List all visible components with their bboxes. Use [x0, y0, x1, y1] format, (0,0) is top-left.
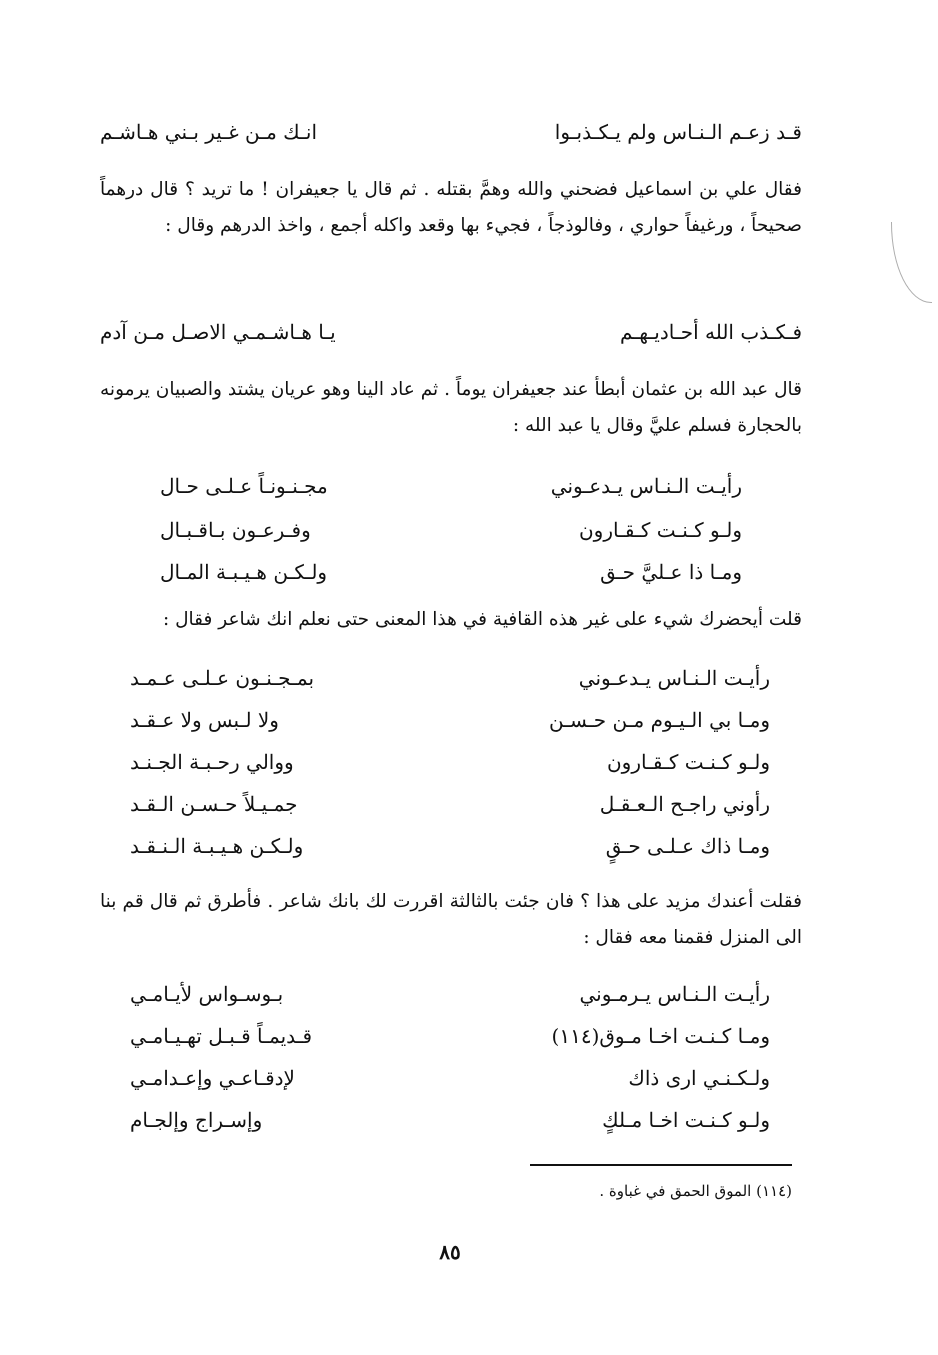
poem1-line-1: [160, 472, 742, 500]
verse-line-2: [100, 318, 802, 346]
footnote-rule: [530, 1164, 792, 1166]
verse-hemistich-first: ولـو كـنـت كـقـارون: [578, 518, 742, 542]
verse-hemistich-second: لإدقـاعـي وإعـدامـي: [130, 1066, 295, 1090]
poem1-line-2: [160, 516, 742, 544]
verse-hemistich-first: قـد زعـم الـنـاس ولم يـكـذبـوا: [554, 120, 802, 144]
verse-hemistich-first: رأوني راجـح الـعـقـل: [599, 792, 770, 816]
poem3-line-3: [130, 1064, 770, 1092]
verse-hemistich-first: رأيـت الـنـاس يـرمـوني: [579, 982, 770, 1006]
page-number: ٨٥: [439, 1240, 461, 1264]
verse-line-opening: [100, 118, 802, 146]
verse-hemistich-first: رأيـت الـنـاس يـدعـوني: [578, 666, 770, 690]
verse-hemistich-second: وفـرعـون بـاقـبـال: [160, 518, 311, 542]
verse-hemistich-second: جمـيـلاً حـسـن الـقـد: [130, 792, 298, 816]
footnote: (١١٤) الموق الحمق في غباوة .: [599, 1182, 792, 1200]
paragraph-1: فقال علي بن اسماعيل فضحني والله وهمَّ بقتله . ثم قال يا جعيفران ! ما تريد ؟ قال درهماً صحيحاً ، ورغيفاً حواري ، وفالوذجاً ، فجيء بها وقعد واكله أجمع ، واخذ الدرهم وقال :: [100, 179, 802, 236]
paragraph-3: قلت أيحضرك شيء على غير هذه القافية في هذا المعنى حتى نعلم انك شاعر فقال :: [162, 609, 802, 630]
verse-hemistich-second: ولـكـن هـيـبـة الـنـقـد: [130, 834, 304, 858]
poem2-line-2: [130, 706, 770, 734]
verse-hemistich-second: بمـجـنـون عـلـى عـمـد: [130, 666, 315, 690]
verse-hemistich-first: رأيـت الـنـاس يـدعـوني: [550, 474, 742, 498]
verse-hemistich-first: فـكـذب الله أحـاديـهـم: [620, 320, 802, 344]
verse-hemistich-second: ولا لـبس ولا عـقـد: [130, 708, 279, 732]
poem1-line-3: [160, 558, 742, 586]
poem2-line-4: [130, 790, 770, 818]
paragraph-4: فقلت أعندك مزيد على هذا ؟ فان جئت بالثالثة اقررت لك بانك شاعر . فأطرق ثم قال قم بنا الى المنزل فقمنا معه فقال :: [100, 891, 802, 948]
verse-hemistich-first: ومـا كـنـت اخـا مـوق(١١٤): [551, 1024, 770, 1048]
verse-hemistich-second: ووالي رحـبـة الجـنـد: [130, 750, 294, 774]
verse-hemistich-second: وإسـراج وإلجـام: [130, 1108, 263, 1132]
poem3-line-2: [130, 1022, 770, 1050]
verse-hemistich-second: مجـنـونـاً عـلـى حـال: [160, 474, 328, 498]
poem2-line-5: [130, 832, 770, 860]
verse-hemistich-first: ومـا ذاك عـلـى حـقٍ: [605, 834, 770, 858]
verse-hemistich-first: ومـا بي الـيـوم مـن حـسـن: [548, 708, 770, 732]
verse-hemistich-second: يـا هـاشـمـي الاصـل مـن آدم: [100, 320, 336, 344]
verse-hemistich-first: ولـكـنـي ارى ذاك: [628, 1066, 770, 1090]
verse-hemistich-second: بـوسـواس لأيـامـي: [130, 982, 284, 1006]
paragraph-2: قال عبد الله بن عثمان أبطأ عند جعيفران يوماً . ثم عاد الينا وهو عريان يشتد والصبيان يرمونه بالحجارة فسلم عليَّ وقال يا عبد الله :: [100, 379, 802, 436]
margin-scan-mark: [891, 222, 932, 303]
poem3-line-4: [130, 1106, 770, 1134]
verse-hemistich-second: انـك مـن غـير بـني هـاشـم: [100, 120, 318, 144]
verse-hemistich-second: قـديمـاً قـبـل تهـيـامـي: [130, 1024, 313, 1048]
verse-hemistich-first: ومـا ذا عـليَّ حـق: [600, 560, 742, 584]
verse-hemistich-first: ولـو كـنـت كـقـارون: [606, 750, 770, 774]
poem2-line-1: [130, 664, 770, 692]
poem2-line-3: [130, 748, 770, 776]
poem3-line-1: [130, 980, 770, 1008]
verse-hemistich-second: ولـكـن هـيـبـة المـال: [160, 560, 328, 584]
verse-hemistich-first: ولـو كـنـت اخـا مـلكٍ: [602, 1108, 770, 1132]
